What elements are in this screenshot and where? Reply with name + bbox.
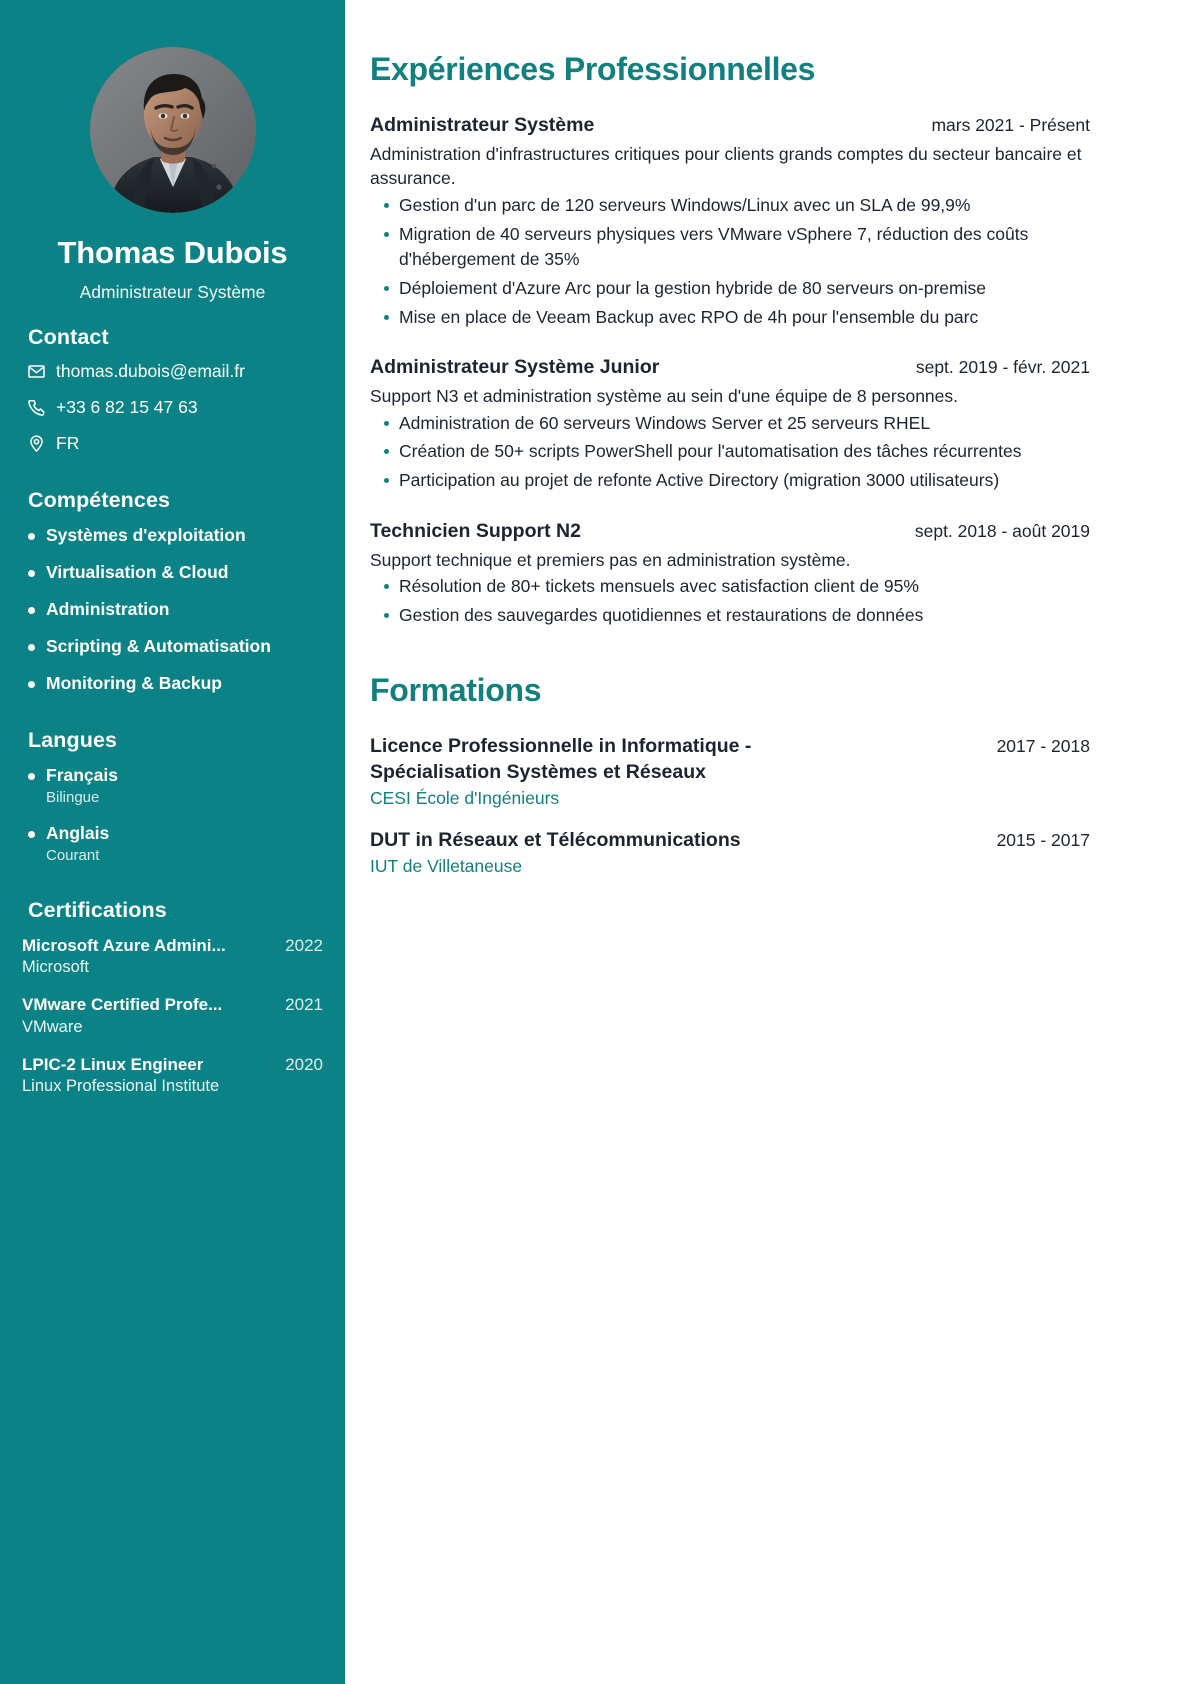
list-item bbox=[22, 525, 323, 546]
education-degree: Licence Professionnelle in Informatique - Spécialisation Systèmes et Réseaux bbox=[370, 735, 752, 783]
bullet-icon bbox=[384, 232, 389, 237]
main-content bbox=[345, 0, 1190, 1684]
contact-location[interactable] bbox=[22, 434, 323, 454]
education-date: 2017 - 2018 bbox=[996, 736, 1090, 757]
contact-phone[interactable] bbox=[22, 398, 323, 418]
skill-label: Virtualisation & Cloud bbox=[46, 561, 229, 582]
certifications-heading: Certifications bbox=[28, 897, 167, 922]
bullet-icon bbox=[28, 644, 35, 651]
bullet-icon bbox=[384, 449, 389, 454]
experience-bullets bbox=[370, 574, 1090, 628]
contact-email[interactable] bbox=[22, 362, 323, 382]
phone-icon bbox=[26, 398, 46, 418]
bullet-text: Administration de 60 serveurs Windows Server et 25 serveurs RHEL bbox=[399, 412, 931, 433]
list-item bbox=[370, 468, 1090, 493]
list-item bbox=[370, 305, 1090, 330]
languages-heading: Langues bbox=[28, 727, 118, 752]
experience-bullets bbox=[370, 411, 1090, 494]
contact-phone-value: +33 6 82 15 47 63 bbox=[56, 397, 198, 418]
experience-description: Administration d'infrastructures critiques pour clients grands comptes du secteur bancaire et assurance. bbox=[370, 143, 1082, 189]
certification-name: VMware Certified Profe... bbox=[22, 995, 223, 1015]
list-item bbox=[22, 823, 323, 864]
bullet-icon bbox=[28, 831, 35, 838]
education-school: IUT de Villetaneuse bbox=[370, 856, 523, 876]
skill-label: Systèmes d'exploitation bbox=[46, 524, 246, 545]
experience-date: mars 2021 - Présent bbox=[931, 115, 1090, 136]
skill-label: Monitoring & Backup bbox=[46, 672, 222, 693]
skill-label: Scripting & Automatisation bbox=[46, 635, 271, 656]
skills-list bbox=[22, 525, 323, 694]
education-date: 2015 - 2017 bbox=[996, 829, 1090, 850]
bullet-text: Gestion des sauvegardes quotidiennes et restaurations de données bbox=[399, 605, 924, 626]
bullet-text: Déploiement d'Azure Arc pour la gestion hybride de 80 serveurs on-premise bbox=[399, 277, 986, 298]
certification-name: Microsoft Azure Admini... bbox=[22, 935, 226, 955]
languages-list bbox=[22, 765, 323, 864]
education-degree: DUT in Réseaux et Télécommunications bbox=[370, 828, 741, 851]
bullet-icon bbox=[28, 570, 35, 577]
bullet-text: Participation au projet de refonte Active Directory (migration 3000 utilisateurs) bbox=[399, 470, 1000, 491]
bullet-icon bbox=[384, 286, 389, 291]
bullet-icon bbox=[28, 607, 35, 614]
experience-bullets bbox=[370, 193, 1090, 329]
experience-entry bbox=[370, 355, 1090, 493]
certification-year: 2022 bbox=[285, 935, 323, 955]
bullet-icon bbox=[384, 315, 389, 320]
contact-location-value: FR bbox=[56, 433, 80, 454]
list-item bbox=[22, 562, 323, 583]
skills-heading: Compétences bbox=[28, 487, 171, 512]
avatar-container bbox=[22, 0, 323, 213]
list-item bbox=[370, 574, 1090, 599]
list-item bbox=[22, 994, 323, 1038]
list-item bbox=[22, 599, 323, 620]
job-title: Administrateur Système bbox=[79, 281, 266, 302]
list-item bbox=[22, 636, 323, 657]
education-entry bbox=[370, 828, 1090, 878]
location-pin-icon bbox=[26, 434, 46, 454]
experience-title: Administrateur Système Junior bbox=[370, 356, 660, 379]
bullet-text: Gestion d'un parc de 120 serveurs Windows/Linux avec un SLA de 99,9% bbox=[399, 195, 971, 216]
bullet-icon bbox=[28, 773, 35, 780]
language-name: Français bbox=[46, 764, 118, 785]
certifications-list bbox=[22, 935, 323, 1098]
certification-year: 2020 bbox=[285, 1055, 323, 1075]
contact-email-value: thomas.dubois@email.fr bbox=[56, 361, 245, 382]
certification-issuer: VMware bbox=[22, 1017, 83, 1036]
bullet-icon bbox=[28, 681, 35, 688]
list-item bbox=[370, 411, 1090, 436]
certification-issuer: Linux Professional Institute bbox=[22, 1077, 220, 1096]
bullet-text: Mise en place de Veeam Backup avec RPO de 4h pour l'ensemble du parc bbox=[399, 306, 979, 327]
certification-name: LPIC-2 Linux Engineer bbox=[22, 1055, 204, 1075]
list-item bbox=[22, 673, 323, 694]
bullet-icon bbox=[384, 203, 389, 208]
full-name: Thomas Dubois bbox=[57, 235, 288, 270]
experience-entry bbox=[370, 519, 1090, 628]
list-item bbox=[370, 439, 1090, 464]
experience-section-title: Expériences Professionnelles bbox=[370, 51, 816, 87]
list-item bbox=[22, 935, 323, 979]
contact-heading: Contact bbox=[28, 324, 109, 349]
bullet-icon bbox=[384, 613, 389, 618]
education-section-title: Formations bbox=[370, 672, 542, 709]
list-item bbox=[22, 1054, 323, 1098]
list-item bbox=[370, 193, 1090, 218]
bullet-icon bbox=[384, 421, 389, 426]
certification-issuer: Microsoft bbox=[22, 957, 89, 976]
experience-date: sept. 2018 - août 2019 bbox=[914, 521, 1090, 542]
language-level: Bilingue bbox=[46, 788, 100, 806]
list-item bbox=[370, 276, 1090, 301]
education-school: CESI École d'Ingénieurs bbox=[370, 787, 560, 808]
experience-entry bbox=[370, 113, 1090, 329]
experience-date: sept. 2019 - févr. 2021 bbox=[915, 357, 1090, 378]
list-item bbox=[370, 222, 1090, 272]
skill-label: Administration bbox=[46, 598, 170, 619]
bullet-text: Résolution de 80+ tickets mensuels avec satisfaction client de 95% bbox=[399, 576, 919, 597]
experience-description: Support technique et premiers pas en administration système. bbox=[370, 549, 851, 570]
language-level: Courant bbox=[46, 846, 100, 864]
bullet-icon bbox=[28, 533, 35, 540]
certification-year: 2021 bbox=[285, 995, 323, 1015]
experience-title: Administrateur Système bbox=[370, 114, 595, 137]
bullet-text: Migration de 40 serveurs physiques vers VMware vSphere 7, réduction des coûts d'hébergement de 35% bbox=[399, 224, 1029, 269]
avatar bbox=[90, 47, 256, 213]
list-item bbox=[22, 765, 323, 806]
bullet-icon bbox=[384, 478, 389, 483]
bullet-text: Création de 50+ scripts PowerShell pour l'automatisation des tâches récurrentes bbox=[399, 441, 1022, 462]
bullet-icon bbox=[384, 584, 389, 589]
language-name: Anglais bbox=[46, 822, 110, 843]
experience-title: Technicien Support N2 bbox=[370, 520, 581, 543]
envelope-icon bbox=[26, 362, 46, 382]
experience-description: Support N3 et administration système au sein d'une équipe de 8 personnes. bbox=[370, 385, 959, 406]
education-entry bbox=[370, 734, 1090, 809]
sidebar bbox=[0, 0, 345, 1684]
profile-photo bbox=[90, 47, 256, 213]
list-item bbox=[370, 603, 1090, 628]
